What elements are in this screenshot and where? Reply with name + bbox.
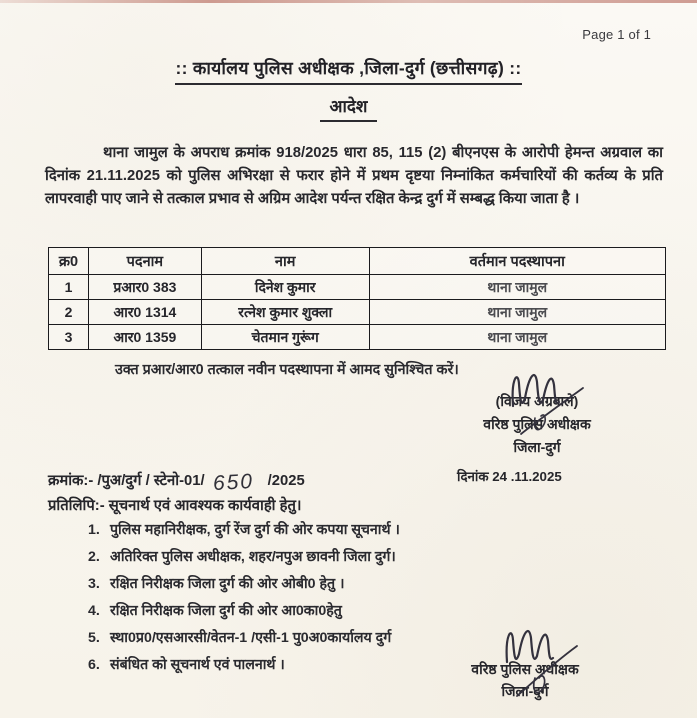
cell-serial: 2 <box>49 300 89 325</box>
signature-date: दिनांक 24 .11.2025 <box>457 469 562 484</box>
office-title: :: कार्यालय पुलिस अधीक्षक ,जिला-दुर्ग (छत्तीसगढ़) :: <box>175 56 521 85</box>
list-item <box>88 521 508 541</box>
cell-name: रत्नेश कुमार शुक्ला <box>201 300 369 325</box>
order-paragraph: थाना जामुल के अपराध क्रमांक 918/2025 धारा 85, 115 (2) बीएनएस के आरोपी हेमन्त अग्रवाल का दिनांक 21.11.2025 को पुलिस अभिरक्षा से फरार होने में प्रथम दृष्टया निम्नांकित कर्मचारियों की कर्तव्य के प्रति लापरवाही पाए जाने से तत्काल प्रभाव से अग्रिम आदेश पर्यन्त रक्षित केन्द्र दुर्ग में सम्बद्ध किया जाता है । <box>45 145 663 207</box>
table-row <box>49 275 666 300</box>
personnel-table <box>48 247 666 350</box>
reference-prefix: क्रमांक:- /पुअ/दुर्ग / स्टेनो-01/ <box>48 473 205 489</box>
list-item <box>88 602 508 622</box>
list-item-number: 6. <box>88 657 100 673</box>
cell-serial: 1 <box>49 275 89 300</box>
cell-posting: थाना जामुल <box>369 325 665 350</box>
order-heading: आदेश <box>320 94 378 122</box>
list-item-text: अतिरिक्त पुलिस अधीक्षक, शहर/नपुअ छावनी जिला दुर्ग। <box>110 549 396 565</box>
list-item-number: 5. <box>88 630 100 646</box>
footer-signatory-district: जिला-दुर्ग <box>501 683 549 699</box>
order-heading-wrap <box>0 94 697 122</box>
list-item-number: 4. <box>88 603 100 619</box>
signatory-name: (विजय अग्रवाले) <box>495 393 579 409</box>
copies-heading: प्रतिलिपि:- सूचनार्थ एवं आवश्यक कार्यवाही हेतु। <box>48 498 302 514</box>
col-header-name: नाम <box>201 248 369 275</box>
reference-number-line <box>48 467 305 496</box>
col-header-serial: क्र0 <box>49 248 89 275</box>
cell-designation: आर0 1359 <box>88 325 201 350</box>
cell-posting: थाना जामुल <box>369 300 665 325</box>
cell-name: चेतमान गुरूंग <box>201 325 369 350</box>
list-item-text: पुलिस महानिरीक्षक, दुर्ग रेंज दुर्ग की ओर कपया सूचनार्थ । <box>110 522 400 538</box>
handwritten-dispatch-number: 650 <box>211 469 255 496</box>
table-header-row <box>49 248 666 275</box>
list-item-number: 2. <box>88 549 100 565</box>
list-item-text: स्था0प्र0/एसआरसी/वेतन-1 /एसी-1 पु0अ0कार्यालय दुर्ग <box>110 630 392 646</box>
cell-posting: थाना जामुल <box>369 275 665 300</box>
copy-distribution-list <box>88 521 508 683</box>
list-item-text: रक्षित निरीक्षक जिला दुर्ग की ओर ओबी0 हेतु । <box>110 576 345 592</box>
table-row <box>49 300 666 325</box>
list-item-number: 3. <box>88 576 100 592</box>
cell-designation: प्रआर0 383 <box>88 275 201 300</box>
table-row <box>49 325 666 350</box>
list-item-number: 1. <box>88 522 100 538</box>
cell-serial: 3 <box>49 325 89 350</box>
page-indicator: Page 1 of 1 <box>582 27 651 42</box>
list-item-text: संबंधित को सूचनार्थ एवं पालनार्थ । <box>110 657 285 673</box>
cell-designation: आर0 1314 <box>88 300 201 325</box>
footer-signatory-designation: वरिष्ठ पुलिस अधीक्षक <box>471 661 579 677</box>
compliance-note: उक्त प्रआर/आर0 तत्काल नवीन पदस्थापना में आमद सुनिश्चित करें। <box>115 362 459 378</box>
footer-signature-block <box>425 660 625 701</box>
signature-block <box>439 392 635 485</box>
header <box>0 56 697 85</box>
col-header-designation: पदनाम <box>88 248 201 275</box>
list-item <box>88 548 508 568</box>
reference-suffix: /2025 <box>267 473 305 489</box>
scan-artifact-strip <box>0 0 697 3</box>
list-item-text: रक्षित निरीक्षक जिला दुर्ग की ओर आ0का0हेतु <box>110 603 342 619</box>
signatory-district: जिला-दुर्ग <box>513 439 561 455</box>
col-header-posting: वर्तमान पदस्थापना <box>369 248 665 275</box>
list-item <box>88 575 508 595</box>
signatory-designation: वरिष्ठ पुलिस अधीक्षक <box>483 416 591 432</box>
cell-name: दिनेश कुमार <box>201 275 369 300</box>
list-item <box>88 629 508 649</box>
